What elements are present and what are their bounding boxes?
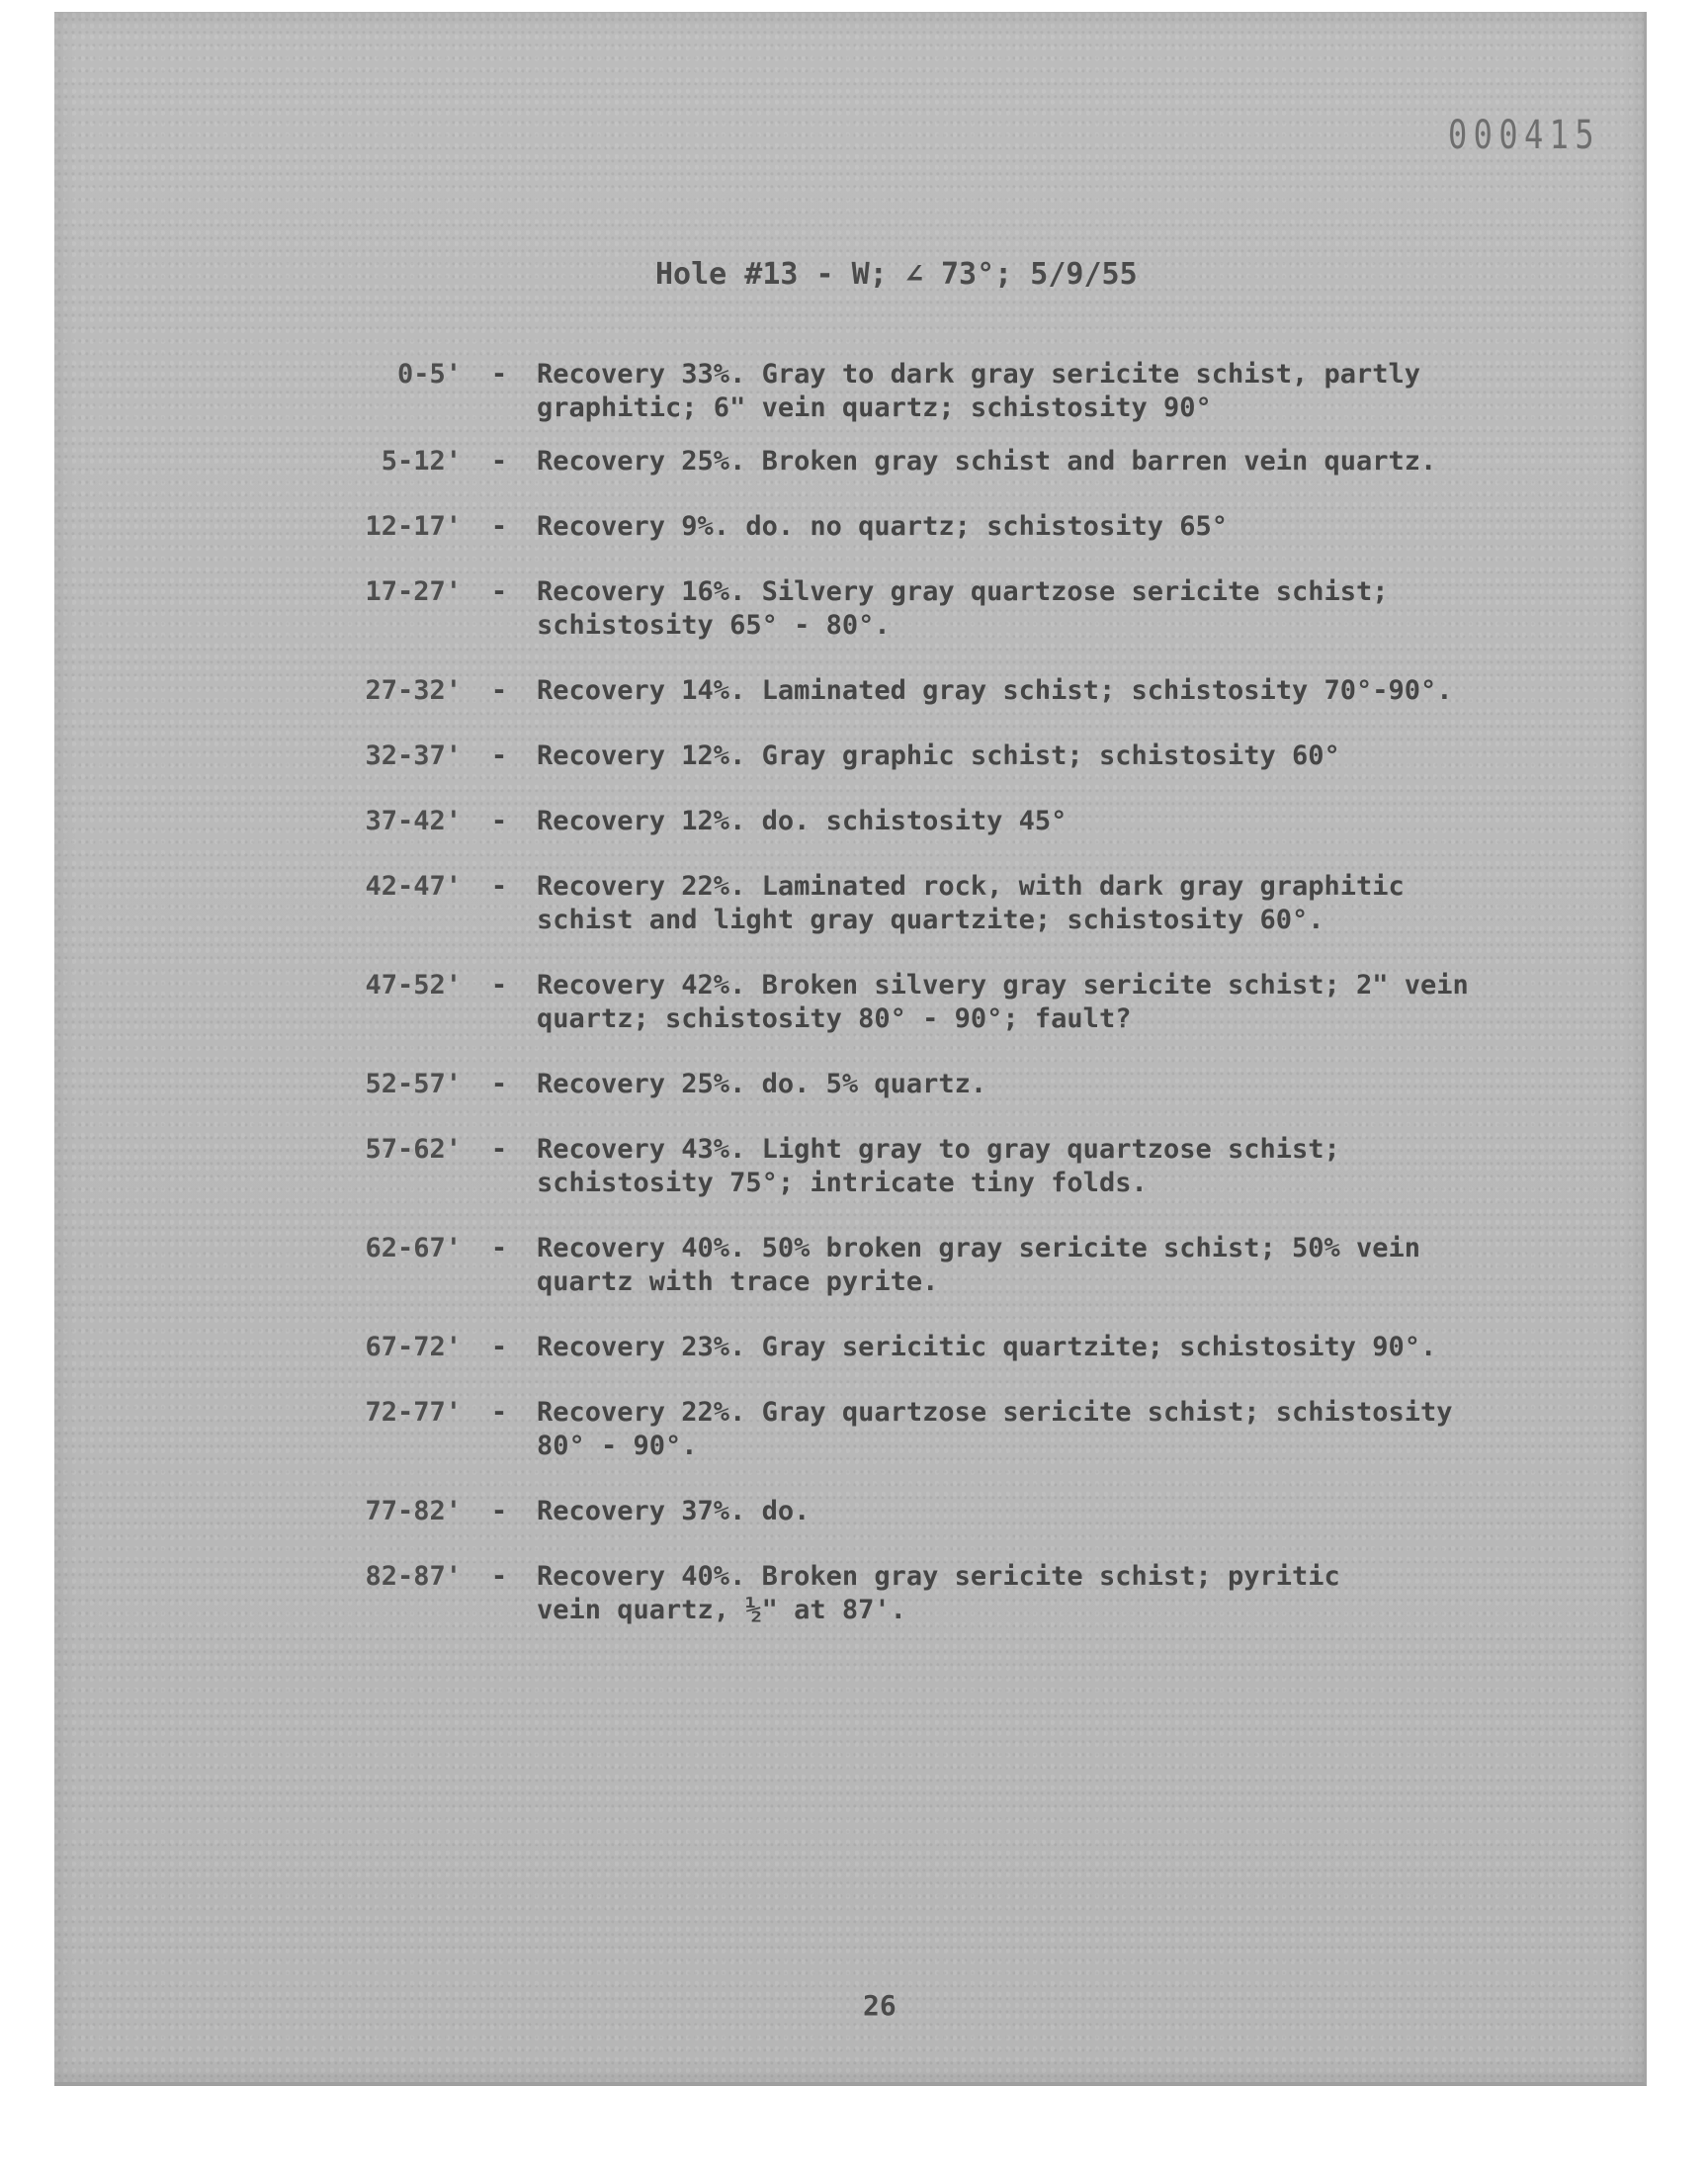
depth-interval: 12-17' xyxy=(365,511,462,542)
log-description: Recovery 22%. Gray quartzose sericite schist; schistosity 80° - 90°. xyxy=(537,1397,1453,1461)
log-description: Recovery 33%. Gray to dark gray sericite schist, partly graphitic; 6" vein quartz; schistosity 90° xyxy=(537,359,1421,423)
log-description: Recovery 16%. Silvery gray quartzose sericite schist; schistosity 65° - 80°. xyxy=(537,576,1389,641)
separator: - xyxy=(490,1496,508,1526)
log-description: Recovery 22%. Laminated rock, with dark gray graphitic schist and light gray quartzite; schistosity 60°. xyxy=(537,871,1405,935)
log-entry xyxy=(343,674,1529,708)
separator: - xyxy=(490,576,508,607)
log-entry xyxy=(343,969,1529,1036)
depth-interval: 17-27' xyxy=(365,576,462,607)
document-page xyxy=(54,12,1647,2086)
log-description: Recovery 25%. do. 5% quartz. xyxy=(537,1069,987,1099)
depth-interval: 27-32' xyxy=(365,675,462,706)
log-entry xyxy=(343,1068,1529,1101)
separator: - xyxy=(490,1561,508,1592)
depth-interval: 82-87' xyxy=(365,1561,462,1592)
log-entry xyxy=(343,445,1529,478)
separator: - xyxy=(490,871,508,902)
separator: - xyxy=(490,1069,508,1099)
separator: - xyxy=(490,740,508,771)
separator: - xyxy=(490,359,508,390)
log-entry xyxy=(343,1331,1529,1364)
separator: - xyxy=(490,1332,508,1362)
log-entry xyxy=(343,1396,1529,1463)
separator: - xyxy=(490,1134,508,1165)
depth-interval: 72-77' xyxy=(365,1397,462,1428)
depth-interval: 0-5' xyxy=(396,359,462,390)
depth-interval: 32-37' xyxy=(365,740,462,771)
log-description: Recovery 37%. do. xyxy=(537,1496,811,1526)
depth-interval: 47-52' xyxy=(365,970,462,1000)
depth-interval: 57-62' xyxy=(365,1134,462,1165)
separator: - xyxy=(490,675,508,706)
log-description: Recovery 9%. do. no quartz; schistosity 65° xyxy=(537,511,1228,542)
log-description: Recovery 25%. Broken gray schist and barren vein quartz. xyxy=(537,446,1437,477)
log-description: Recovery 14%. Laminated gray schist; schistosity 70°-90°. xyxy=(537,675,1453,706)
page-number: 26 xyxy=(863,1989,897,2022)
separator: - xyxy=(490,806,508,836)
drill-log-entries xyxy=(343,358,1529,1627)
depth-interval: 42-47' xyxy=(365,871,462,902)
document-stamp-number: 000415 xyxy=(1448,113,1600,158)
separator: - xyxy=(490,511,508,542)
depth-interval: 67-72' xyxy=(365,1332,462,1362)
depth-interval: 62-67' xyxy=(365,1233,462,1263)
log-description: Recovery 43%. Light gray to gray quartzose schist; schistosity 75°; intricate tiny folds. xyxy=(537,1134,1340,1198)
log-entry xyxy=(343,358,1529,425)
depth-interval: 5-12' xyxy=(381,446,462,477)
log-entry xyxy=(343,805,1529,838)
depth-interval: 77-82' xyxy=(365,1496,462,1526)
depth-interval: 52-57' xyxy=(365,1069,462,1099)
log-entry xyxy=(343,1495,1529,1528)
log-entry xyxy=(343,575,1529,643)
separator: - xyxy=(490,1397,508,1428)
log-description: Recovery 42%. Broken silvery gray sericite schist; 2" vein quartz; schistosity 80° - 90°; fault? xyxy=(537,970,1469,1034)
page-title: Hole #13 - W; ∠ 73°; 5/9/55 xyxy=(655,257,1138,292)
log-description: Recovery 40%. 50% broken gray sericite schist; 50% vein quartz with trace pyrite. xyxy=(537,1233,1421,1297)
log-entry xyxy=(343,1133,1529,1200)
log-entry xyxy=(343,870,1529,937)
log-description: Recovery 12%. do. schistosity 45° xyxy=(537,806,1068,836)
separator: - xyxy=(490,1233,508,1263)
log-description: Recovery 23%. Gray sericitic quartzite; schistosity 90°. xyxy=(537,1332,1437,1362)
separator: - xyxy=(490,970,508,1000)
log-description: Recovery 40%. Broken gray sericite schist; pyritic vein quartz, ½" at 87'. xyxy=(537,1561,1340,1625)
log-entry xyxy=(343,1560,1529,1627)
log-entry xyxy=(343,1232,1529,1299)
log-description: Recovery 12%. Gray graphic schist; schistosity 60° xyxy=(537,740,1340,771)
separator: - xyxy=(490,446,508,477)
log-entry xyxy=(343,740,1529,773)
log-entry xyxy=(343,510,1529,544)
depth-interval: 37-42' xyxy=(365,806,462,836)
